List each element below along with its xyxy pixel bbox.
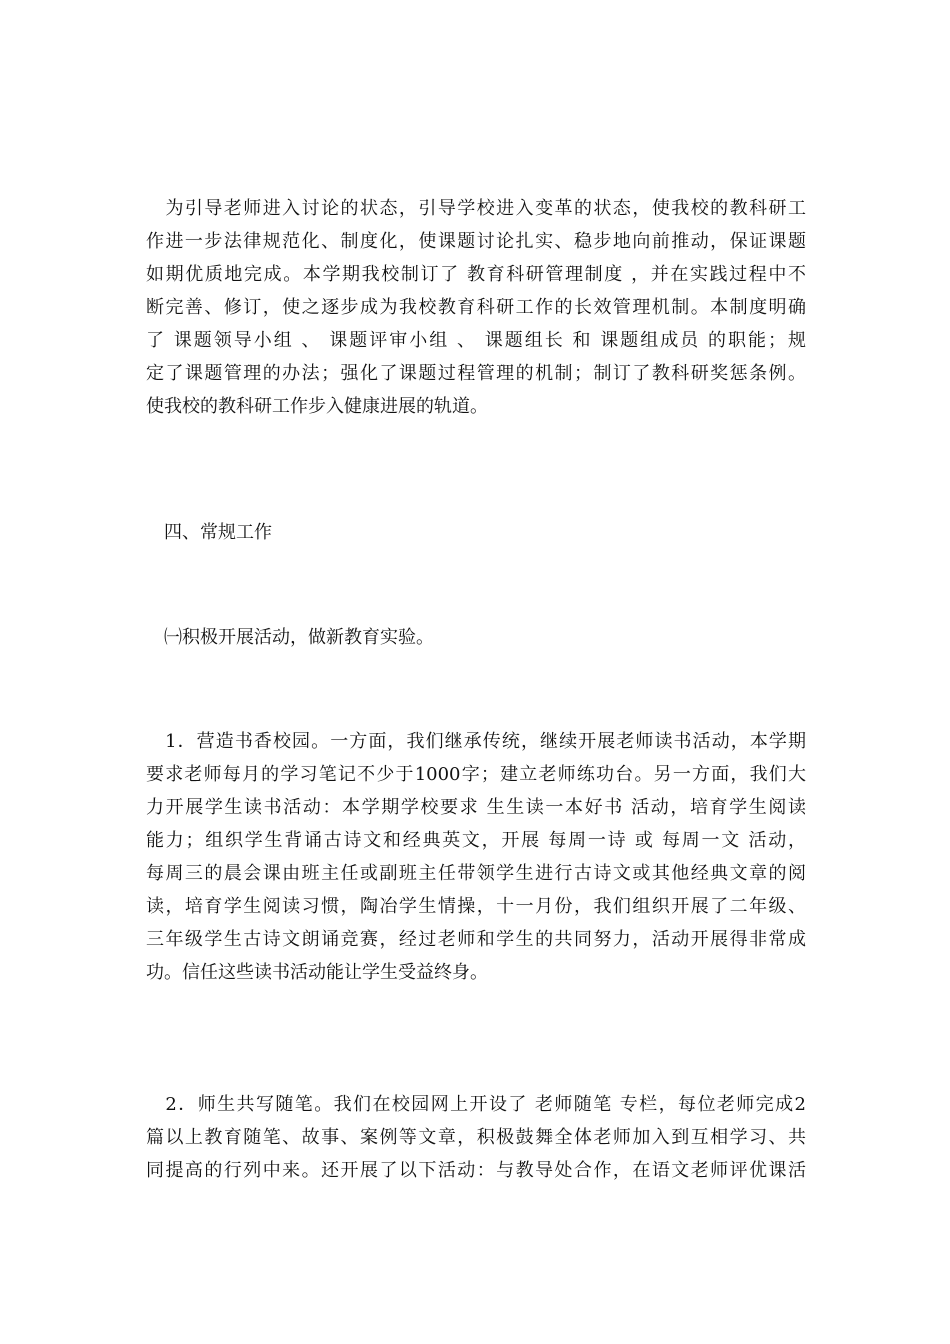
text-line: 为引导老师进入讨论的状态，引导学校进入变革的状态，使我校的教科研工 <box>146 198 806 219</box>
text-line: 同提高的行列中来。还开展了以下活动：与教导处合作，在语文老师评优课活 <box>146 1160 806 1181</box>
text-line: 定了课题管理的办法；强化了课题过程管理的机制；制订了教科研奖惩条例。 <box>146 363 806 384</box>
text-line: 断完善、修订，使之逐步成为我校教育科研工作的长效管理机制。本制度明确 <box>146 297 806 318</box>
paragraph-essays <box>146 1088 806 1187</box>
text-line: 篇以上教育随笔、故事、案例等文章，积极鼓舞全体老师加入到互相学习、共 <box>146 1127 806 1148</box>
text-line: 2．师生共写随笔。我们在校园网上开设了 老师随笔 专栏，每位老师完成2 <box>146 1094 806 1115</box>
subsection-heading-activities <box>146 621 806 654</box>
text-line: 1．营造书香校园。一方面，我们继承传统，继续开展老师读书活动，本学期 <box>146 731 806 752</box>
text-line: 要求老师每月的学习笔记不少于1000字；建立老师练功台。另一方面，我们大 <box>146 764 806 785</box>
text-line: 能力；组织学生背诵古诗文和经典英文，开展 每周一诗 或 每周一文 活动， <box>146 830 806 851</box>
paragraph-research-system <box>146 192 806 423</box>
section-heading-routine-work <box>146 516 806 549</box>
paragraph-reading-campus <box>146 725 806 989</box>
text-line: 力开展学生读书活动：本学期学校要求 生生读一本好书 活动，培育学生阅读 <box>146 797 806 818</box>
subsection-heading: ㈠积极开展活动，做新教育实验。 <box>146 627 434 648</box>
text-line: 读，培育学生阅读习惯，陶冶学生情操，十一月份，我们组织开展了二年级、 <box>146 896 806 917</box>
section-heading: 四、常规工作 <box>146 522 272 543</box>
text-line: 每周三的晨会课由班主任或副班主任带领学生进行古诗文或其他经典文章的阅 <box>146 863 806 884</box>
text-line: 作进一步法律规范化、制度化，使课题讨论扎实、稳步地向前推动，保证课题 <box>146 231 806 252</box>
text-line: 使我校的教科研工作步入健康进展的轨道。 <box>146 396 488 417</box>
text-line: 了 课题领导小组 、 课题评审小组 、 课题组长 和 课题组成员 的职能；规 <box>146 330 806 351</box>
text-line: 三年级学生古诗文朗诵竞赛，经过老师和学生的共同努力，活动开展得非常成 <box>146 929 806 950</box>
text-line: 如期优质地完成。本学期我校制订了 教育科研管理制度 ，并在实践过程中不 <box>146 264 806 285</box>
text-line: 功。信任这些读书活动能让学生受益终身。 <box>146 962 488 983</box>
